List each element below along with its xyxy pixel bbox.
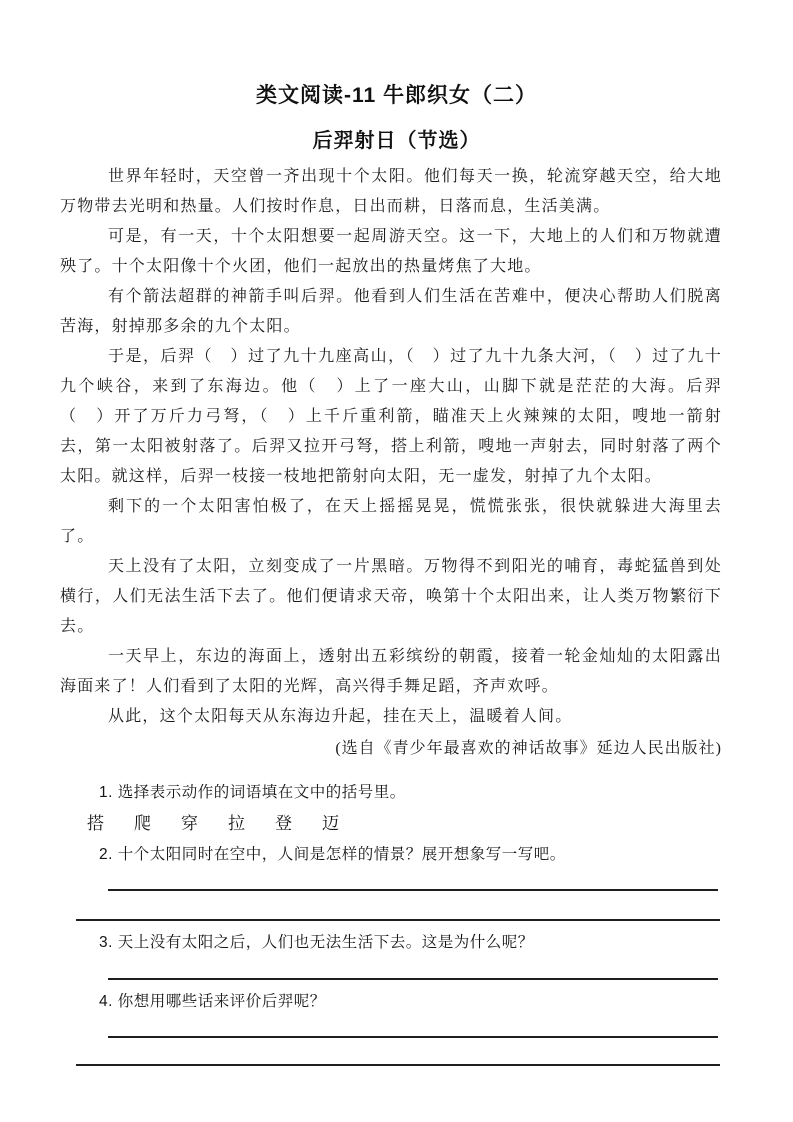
word-bank-item: 爬 bbox=[134, 814, 151, 833]
word-bank-item: 拉 bbox=[228, 814, 245, 833]
story-paragraph-3: 有个箭法超群的神箭手叫后羿。他看到人们生活在苦难中，便决心帮助人们脱离苦海，射掉那多余的九个太阳。 bbox=[60, 288, 722, 335]
passage-title: 后羿射日（节选） bbox=[312, 130, 481, 152]
story-paragraph-5: 剩下的一个太阳害怕极了，在天上摇摇晃晃，慌慌张张，很快就躲进大海里去了。 bbox=[60, 498, 722, 545]
word-bank-item: 搭 bbox=[87, 814, 104, 833]
story-paragraph-8: 从此，这个太阳每天从东海边升起，挂在天上，温暖着人间。 bbox=[108, 708, 573, 725]
story-paragraph-7: 一天早上，东边的海面上，透射出五彩缤纷的朝霞，接着一轮金灿灿的太阳露出海面来了！人们看到了太阳的光辉，高兴得手舞足蹈，齐声欢呼。 bbox=[60, 648, 722, 695]
question-2: 2. 十个太阳同时在空中，人间是怎样的情景？展开想象写一写吧。 bbox=[99, 846, 566, 863]
section-divider-line bbox=[76, 919, 720, 921]
page-title: 类文阅读-11 牛郎织女（二） bbox=[255, 84, 538, 107]
story-paragraph-6: 天上没有了太阳，立刻变成了一片黑暗。万物得不到阳光的哺育，毒蛇猛兽到处横行，人们无法生活下去了。他们便请求天帝，唤第十个太阳出来，让人类万物繁衍下去。 bbox=[60, 558, 722, 635]
answer-blank-line-q4 bbox=[108, 1036, 718, 1038]
story-paragraph-1: 世界年轻时，天空曾一齐出现十个太阳。他们每天一换，轮流穿越天空，给大地万物带去光明和热量。人们按时作息，日出而耕，日落而息，生活美满。 bbox=[60, 168, 722, 215]
word-bank-item: 登 bbox=[275, 814, 292, 833]
question-3: 3. 天上没有太阳之后，人们也无法生活下去。这是为什么呢？ bbox=[99, 934, 534, 951]
source-attribution: (选自《青少年最喜欢的神话故事》延边人民出版社) bbox=[335, 740, 722, 757]
story-paragraph-2: 可是，有一天，十个太阳想要一起周游天空。这一下，大地上的人们和万物就遭殃了。十个太阳像十个火团，他们一起放出的热量烤焦了大地。 bbox=[60, 228, 722, 275]
answer-blank-line-q3 bbox=[108, 978, 718, 980]
answer-blank-line-q2 bbox=[108, 889, 718, 891]
question-4: 4. 你想用哪些话来评价后羿呢？ bbox=[99, 993, 326, 1010]
questions-section bbox=[0, 777, 793, 1066]
bottom-divider-line bbox=[76, 1064, 720, 1066]
question-1: 1. 选择表示动作的词语填在文中的括号里。 bbox=[99, 784, 406, 801]
reading-passage bbox=[60, 162, 722, 764]
word-bank bbox=[87, 808, 733, 839]
story-paragraph-4: 于是，后羿（ ）过了九十九座高山，（ ）过了九十九条大河，（ ）过了九十九个峡谷，来到了东海边。他（ ）上了一座大山，山脚下就是茫茫的大海。后羿（ ）开了万斤力弓弩，（ ）上千斤重利箭，瞄准天上火辣辣的太阳，嗖地一箭射去，第一太阳被射落了。后羿又拉开弓弩，搭上利箭，嗖地一声射去，同时射落了两个太阳。就这样，后羿一枝接一枝地把箭射向太阳，无一虚发，射掉了九个太阳。 bbox=[60, 348, 722, 485]
word-bank-item: 迈 bbox=[322, 814, 339, 833]
word-bank-item: 穿 bbox=[181, 814, 198, 833]
